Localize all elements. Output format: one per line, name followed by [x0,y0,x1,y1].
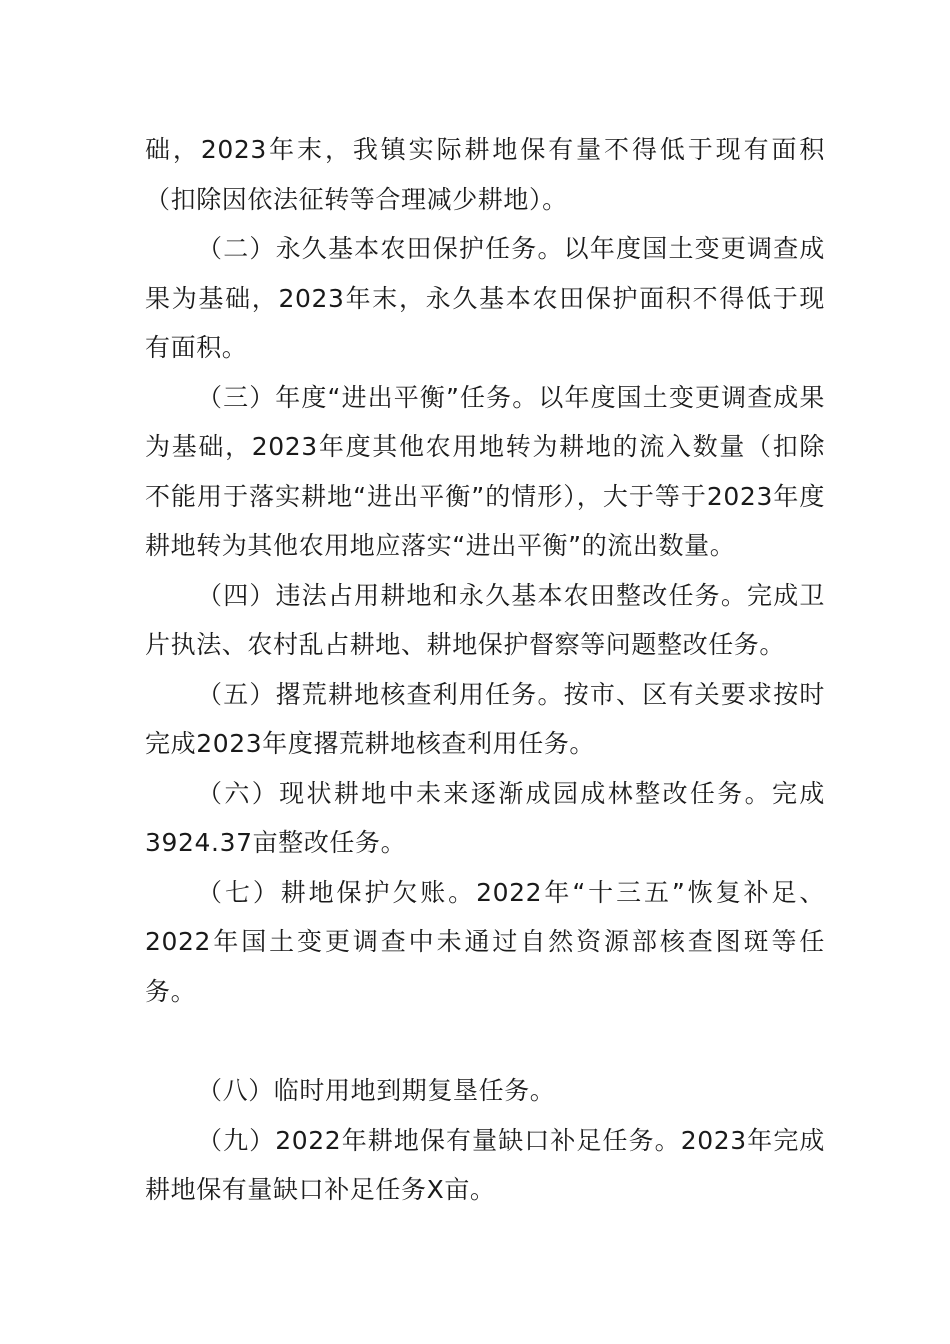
paragraph-5: （五）撂荒耕地核查利用任务。按市、区有关要求按时完成2023年度撂荒耕地核查利用任务。 [145,679,825,758]
paragraph-8: （八）临时用地到期复垦任务。 [197,1076,556,1105]
paragraph-9: （九）2022年耕地保有量缺口补足任务。2023年完成耕地保有量缺口补足任务X亩。 [145,1125,825,1204]
paragraph-4: （四）违法占用耕地和永久基本农田整改任务。完成卫片执法、农村乱占耕地、耕地保护督察等问题整改任务。 [145,580,825,659]
paragraph-continued: 础，2023年末，我镇实际耕地保有量不得低于现有面积（扣除因依法征转等合理减少耕地）。 [145,135,825,214]
paragraph-3: （三）年度“进出平衡”任务。以年度国土变更调查成果为基础，2023年度其他农用地转为耕地的流入数量（扣除不能用于落实耕地“进出平衡”的情形），大于等于2023年度耕地转为其他农用地应落实“进出平衡”的流出数量。 [145,382,825,560]
document-body [145,125,825,1215]
paragraph-spacer [145,1016,825,1066]
paragraph-2: （二）永久基本农田保护任务。以年度国土变更调查成果为基础，2023年末，永久基本农田保护面积不得低于现有面积。 [145,234,825,362]
paragraph-6: （六）现状耕地中未来逐渐成园成林整改任务。完成3924.37亩整改任务。 [145,778,825,857]
paragraph-7: （七）耕地保护欠账。2022年“十三五”恢复补足、2022年国土变更调查中未通过自然资源部核查图斑等任务。 [145,877,825,1006]
